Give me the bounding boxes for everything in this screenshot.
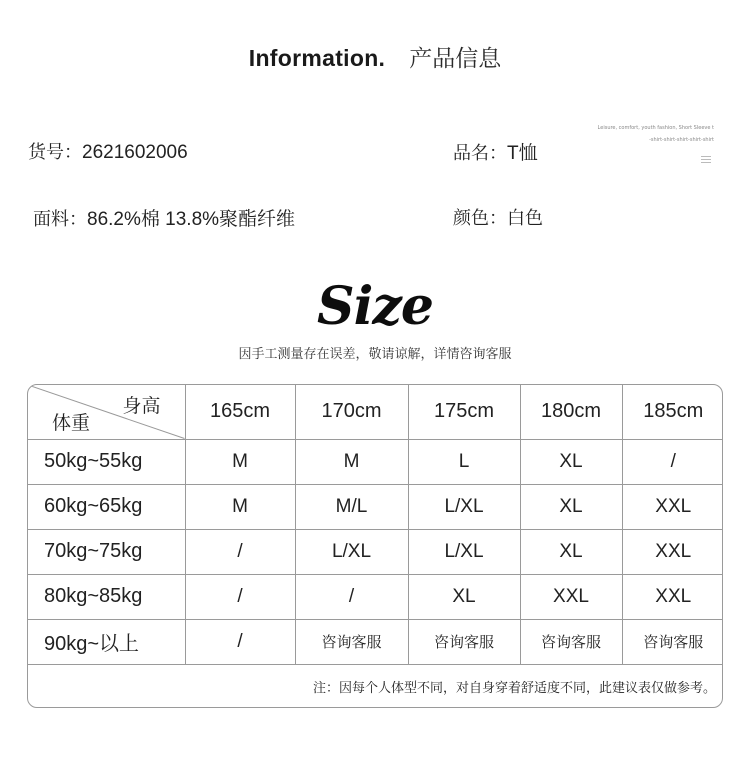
height-header: 180cm: [520, 385, 622, 439]
table-row: [28, 529, 723, 574]
corner-height-label: 身高: [122, 396, 161, 417]
size-cell: XXL: [520, 574, 622, 619]
weight-cell: 90kg~以上: [28, 619, 185, 664]
table-footnote: 注：因每个人体型不同，对自身穿着舒适度不同，此建议表仅做参考。: [312, 681, 716, 697]
item-number-value: 2621602006: [82, 142, 188, 163]
color-value: 白色: [507, 208, 543, 229]
corner-cell: [28, 385, 185, 439]
product-name-label: 品名：: [453, 143, 507, 164]
size-cell: XL: [408, 574, 520, 619]
fabric-value: 86.2%棉 13.8%聚酯纤维: [87, 209, 296, 230]
size-cell: L: [408, 439, 520, 484]
size-note: 因手工测量存在误差，敬请谅解，详情咨询客服: [238, 347, 512, 362]
table-row: [28, 439, 723, 484]
table-row: [28, 619, 723, 664]
color: [453, 204, 543, 230]
header-title-cn: 产品信息: [409, 46, 502, 72]
height-header: 175cm: [408, 385, 520, 439]
table-row: [28, 484, 723, 529]
height-header: 165cm: [185, 385, 295, 439]
size-cell: /: [185, 574, 295, 619]
tiny-caption: [586, 122, 714, 146]
height-header: 185cm: [622, 385, 723, 439]
table-row: [28, 574, 723, 619]
header-title-en: Information.: [248, 45, 386, 71]
product-name: [453, 138, 538, 165]
size-cell: XXL: [622, 529, 723, 574]
size-cell: /: [185, 529, 295, 574]
size-cell: L/XL: [295, 529, 408, 574]
tiny-caption-line2: -shirt-shirt-shirt-shirt-shirt: [649, 137, 714, 143]
fabric-label: 面料：: [33, 209, 87, 230]
item-number: [28, 138, 188, 164]
footnote-row: [28, 664, 723, 708]
size-cell: XXL: [622, 574, 723, 619]
fabric: [33, 204, 295, 231]
size-cell: 咨询客服: [622, 619, 723, 664]
size-cell: /: [185, 619, 295, 664]
weight-cell: 60kg~65kg: [28, 484, 185, 529]
info-header: [0, 40, 750, 73]
height-header-row: [28, 385, 723, 439]
size-cell: 咨询客服: [520, 619, 622, 664]
size-cell: XL: [520, 439, 622, 484]
size-cell: M/L: [295, 484, 408, 529]
size-cell: /: [622, 439, 723, 484]
size-cell: L/XL: [408, 529, 520, 574]
color-label: 颜色：: [453, 208, 507, 229]
weight-cell: 70kg~75kg: [28, 529, 185, 574]
size-cell: 咨询客服: [295, 619, 408, 664]
size-cell: XL: [520, 484, 622, 529]
list-icon: [701, 156, 711, 165]
height-header: 170cm: [295, 385, 408, 439]
item-number-label: 货号：: [28, 142, 82, 163]
size-cell: M: [185, 484, 295, 529]
product-name-value: T恤: [507, 143, 538, 164]
weight-cell: 50kg~55kg: [28, 439, 185, 484]
size-title: Size: [317, 276, 433, 337]
tiny-caption-line1: Leisure, comfort, youth fashion, Short Sleeve t: [597, 125, 714, 131]
size-cell: /: [295, 574, 408, 619]
size-cell: XXL: [622, 484, 723, 529]
size-cell: 咨询客服: [408, 619, 520, 664]
size-cell: XL: [520, 529, 622, 574]
size-cell: M: [295, 439, 408, 484]
size-cell: M: [185, 439, 295, 484]
weight-cell: 80kg~85kg: [28, 574, 185, 619]
size-cell: L/XL: [408, 484, 520, 529]
size-chart-table: [27, 384, 723, 708]
corner-weight-label: 体重: [52, 412, 91, 434]
